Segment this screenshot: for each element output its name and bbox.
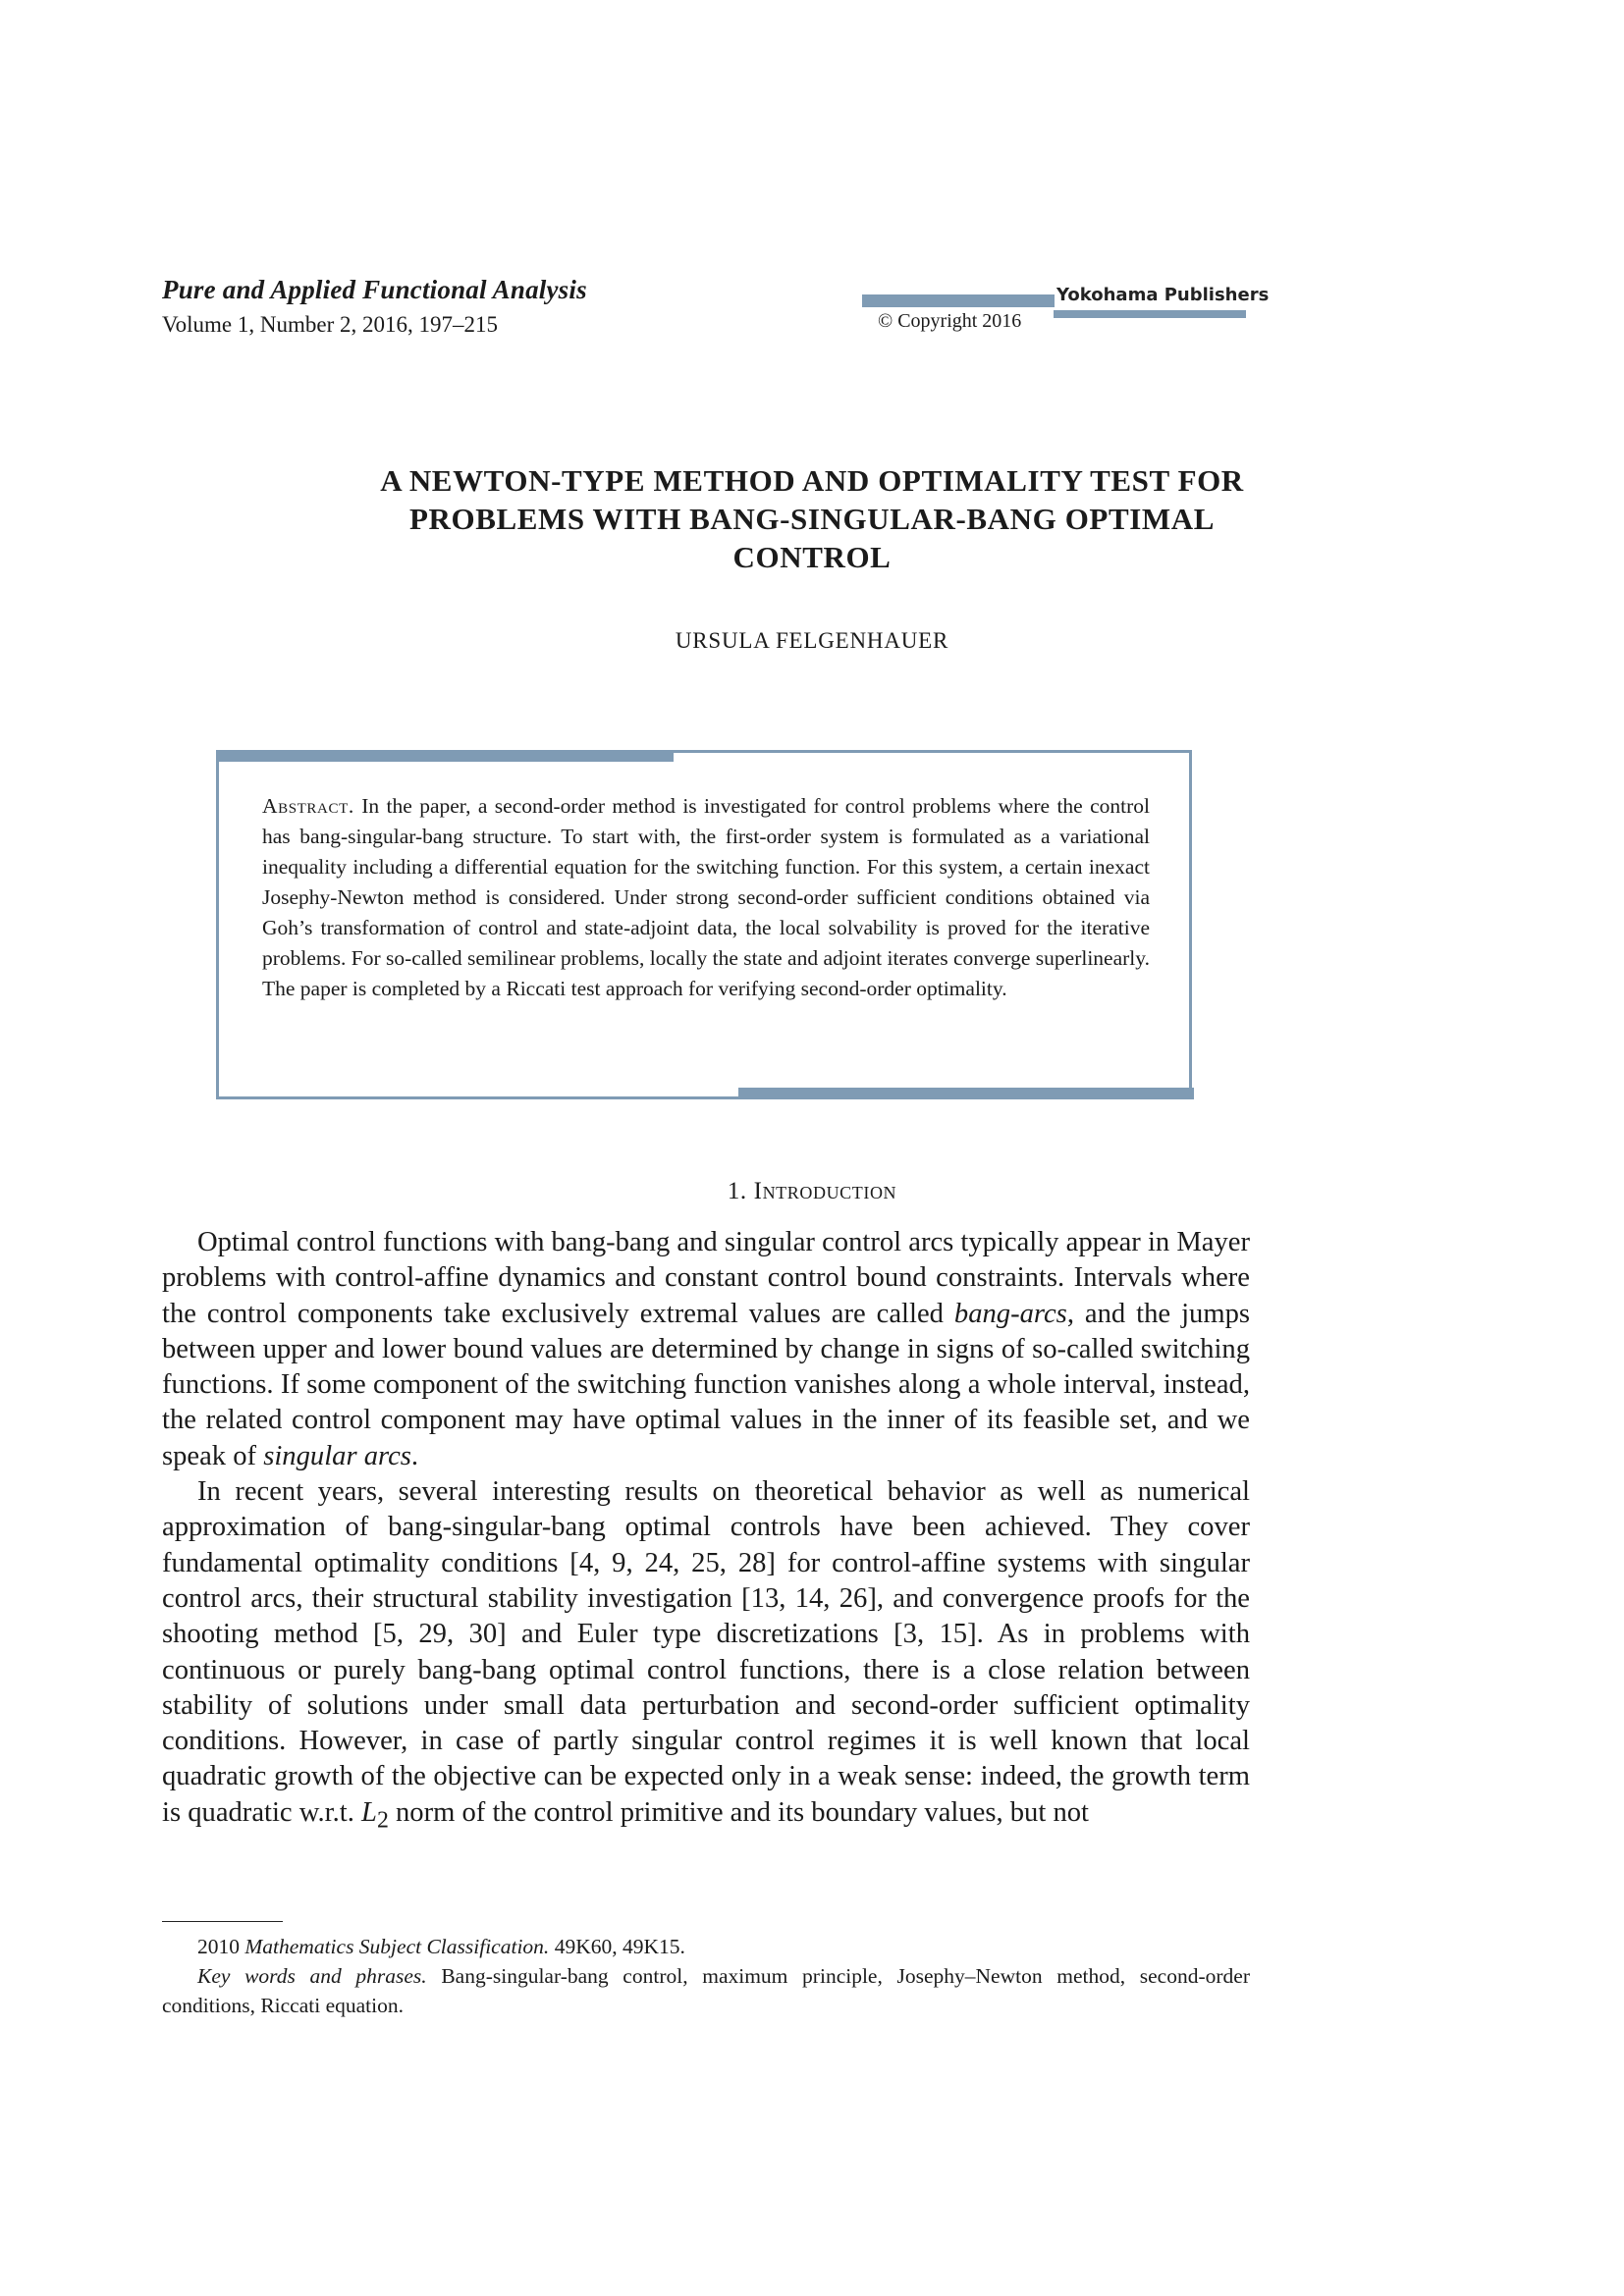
text-run: Optimal control functions with bang-bang and singular control arcs typically appear in Mayer problems with control-affine dynamics and constant control bound constraints. Intervals where the control components take exclusively extremal values are called xyxy=(162,1227,1250,1329)
abstract-bar-bottom xyxy=(738,1088,1194,1099)
keywords-label: Key words and phrases. xyxy=(197,1964,427,1988)
emphasis: bang-arcs xyxy=(953,1298,1067,1329)
msc-footnote xyxy=(162,1932,1250,1961)
footnotes xyxy=(162,1932,1250,2020)
abstract-body: In the paper, a second-order method is investigated for control problems where the control has bang-singular-bang structure. To start with, the first-order system is formulated as a variational inequality including a differential equation for the switching function. For this system, a certain inexact Josephy-Newton method is considered. Under strong second-order sufficient conditions obtained via Goh’s transformation of control and state-adjoint data, the local solvability is proved for the iterative problems. For so-called semilinear problems, locally the state and adjoint iterates converge superlinearly. The paper is completed by a Riccati test approach for verifying second-order optimality. xyxy=(262,794,1151,1000)
paragraph xyxy=(162,1225,1250,1474)
title-line: PROBLEMS WITH BANG-SINGULAR-BANG OPTIMAL xyxy=(408,502,1216,536)
abstract-text xyxy=(262,791,1150,1004)
section-title: Introduction xyxy=(753,1178,897,1204)
publisher-name: Yokohama Publishers xyxy=(1056,285,1270,305)
math-subscript: 2 xyxy=(376,1807,389,1834)
msc-codes: 49K60, 49K15. xyxy=(549,1935,685,1958)
keywords-footnote xyxy=(162,1961,1250,2020)
emphasis: singular arcs xyxy=(263,1440,411,1471)
keywords: Bang-singular-bang control, maximum principle, Josephy–Newton method, second-order conditions, Riccati equation. xyxy=(162,1964,1250,2017)
author-name: URSULA FELGENHAUER xyxy=(675,628,949,653)
publisher-bar-top xyxy=(862,294,1055,307)
journal-name: Pure and Applied Functional Analysis xyxy=(162,275,587,304)
text-run: In recent years, several interesting results on theoretical behavior as well as numerical approximation of bang-singular-bang optimal controls have been achieved. They cover fundamental optimality conditions [4, 9, 24, 25, 28] for control-affine systems with singular control arcs, their structural stability investigation [13, 14, 26], and convergence proofs for the shooting method [5, 29, 30] and Euler type discretizations [3, 15]. As in problems with continuous or purely bang-bang optimal control functions, there is a close relation between stability of solutions under small data perturbation and second-order sufficient optimality conditions. However, in case of partly singular control regimes it is well known that local quadratic growth of the objective can be expected only in a weak sense: indeed, the growth term is quadratic w.r.t. xyxy=(162,1476,1250,1828)
copyright-notice: © Copyright 2016 xyxy=(878,310,1022,332)
section-number: 1. xyxy=(727,1178,747,1204)
title-line: A NEWTON-TYPE METHOD AND OPTIMALITY TEST FOR xyxy=(380,463,1244,498)
msc-label: Mathematics Subject Classification. xyxy=(244,1935,550,1958)
body-text xyxy=(162,1225,1250,1839)
text-run: 2010 xyxy=(197,1935,245,1958)
abstract-label: Abstract. xyxy=(262,794,354,818)
publisher-bar-bottom xyxy=(1054,310,1246,318)
text-run: , and the jumps between upper and lower bound values are determined by change in signs of so-called switching functions. If some component of the switching function vanishes along a whole interval, instead, the related control component may have optimal values in the inner of its feasible set, and we speak of xyxy=(162,1298,1250,1471)
paragraph xyxy=(162,1474,1250,1839)
math-symbol: L xyxy=(361,1796,377,1828)
section-heading xyxy=(147,1178,1477,1205)
paper-title xyxy=(147,461,1477,576)
abstract-bar-top xyxy=(216,750,674,762)
text-run: . xyxy=(410,1440,419,1471)
footnote-rule xyxy=(162,1921,283,1922)
text-run: norm of the control primitive and its boundary values, but not xyxy=(388,1796,1089,1828)
volume-line: Volume 1, Number 2, 2016, 197–215 xyxy=(162,312,499,337)
title-line: CONTROL xyxy=(732,540,892,574)
